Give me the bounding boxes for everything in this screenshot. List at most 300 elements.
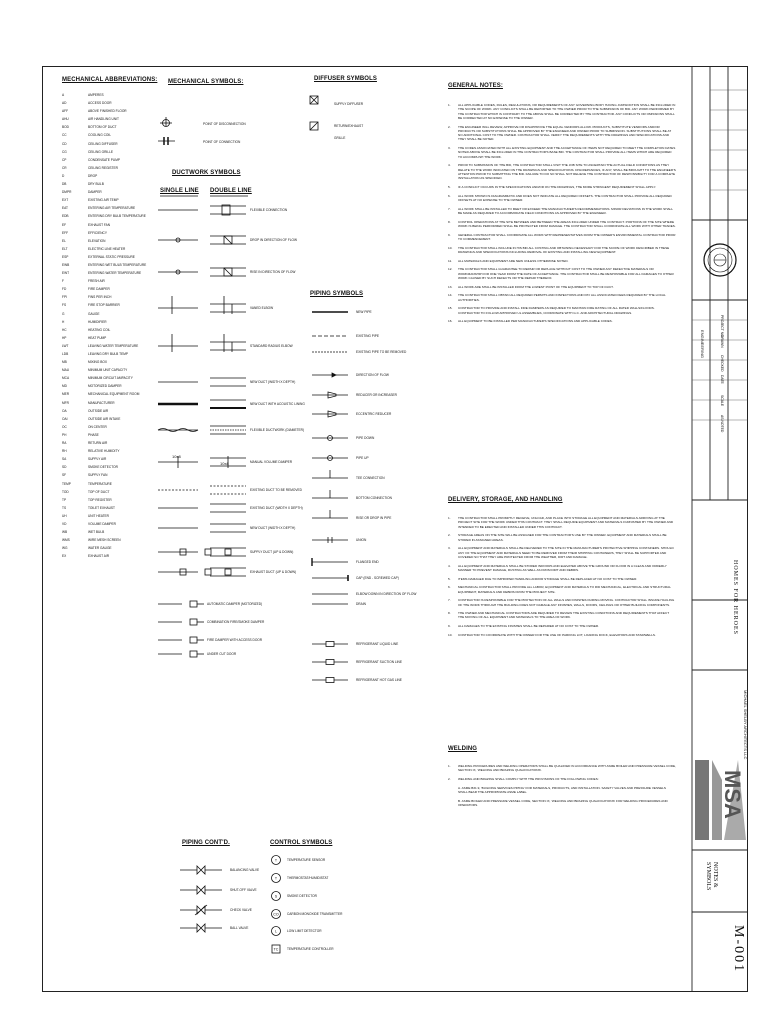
- duct-symbol-label: NEW DUCT WITH ACOUSTIC LINING: [250, 402, 305, 406]
- engineer-seal: [704, 244, 736, 276]
- note-number: 5.: [448, 185, 451, 190]
- duct-symbol: [158, 296, 246, 314]
- note-text: THE CONTRACTOR SHALL INCLUDE IN HIS BID ALL COSTING AND OBTAINING NECESSARY FOR THE SCOPE OF WORK DESCRIBED IN THESE DRAWINGS AND SPECIFICATIONS INCLUDING REMOVAL OF EXISTING AND INSTALLING NEW EQUIPMENT.: [458, 245, 670, 254]
- abbreviation-meaning: ENTERING AIR TEMPERATURE: [88, 206, 136, 211]
- abbreviation-meaning: AIR HANDLING UNIT: [88, 117, 119, 122]
- abbreviation-code: ESP: [62, 254, 69, 259]
- pipe-symbol-label: RISE OR DROP IN PIPE: [356, 516, 392, 520]
- abbreviation-code: WMS: [62, 538, 70, 543]
- valve-symbol: [180, 924, 222, 932]
- note-text: ALL WORK SHOWN IS DIAGRAMMATIC AND DOES NOT INDICATE ALL REQUIRED OFFSETS. THE CONTRACTOR SHALL PROVIDE ALL REQUIRED OFFSETS AT NO EXPENSE TO THE OWNER.: [458, 193, 672, 202]
- abbreviation-code: EWB: [62, 262, 70, 267]
- valve-symbol-label: BALANCING VALVE: [230, 868, 260, 872]
- abbreviation-code: ELT: [62, 246, 68, 251]
- pipe-symbol-label: TEE CONNECTION: [356, 476, 385, 480]
- abbreviation-meaning: WET BULB: [88, 530, 105, 535]
- abbreviation-code: UH: [62, 513, 67, 518]
- welding-title: WELDING: [448, 746, 478, 752]
- note-text: ALL WORK ARE SHALL BE INSTALLED FROM THE LOWEST POINT OF THE EQUIPMENT TO TOP OF DUCT.: [458, 284, 614, 289]
- note-text: CONTRACTOR TO PROVIDE AND INSTALL FIRE DAMPERS AS REQUIRED TO MAINTAIN FIRE RATING OF ALL RATED WALLS/FLOORS. CONTRACTOR TO FOLLOW APPROVED UL ASSEMBLIES, COORDINATE WITH G.C. AND ARCHITECTURAL DRAWINGS.: [458, 306, 655, 315]
- note-text: B. ASME BOILER AND PRESSURE VESSEL CODE, SECTION IX, 'WELDING AND BRAZING QUALIFICATIONS' FOR WELDING PROCEDURES AND OPERATORS.: [458, 798, 668, 807]
- abbreviation-code: FPI: [62, 295, 67, 300]
- pipe-symbol-label: REFRIGERANT LIQUID LINE: [356, 642, 399, 646]
- duct-symbol: [158, 548, 246, 556]
- abbreviation-meaning: ON CENTER: [88, 424, 107, 429]
- abbreviation-code: D: [62, 173, 65, 178]
- ductwork-symbols-title: DUCTWORK SYMBOLS: [172, 170, 241, 176]
- pipe-symbol: [312, 660, 348, 665]
- abbreviation-meaning: DROP: [88, 173, 98, 178]
- abbreviation-meaning: EXHAUST FAN: [88, 222, 111, 227]
- abbreviation-meaning: EXHAUST AIR: [88, 554, 110, 559]
- control-symbol: [272, 892, 281, 901]
- duct-symbol-label: MANUAL VOLUME DAMPER: [250, 460, 293, 464]
- pipe-symbol-label: UNION: [356, 538, 367, 542]
- abbreviation-meaning: FRESH AIR: [88, 279, 105, 284]
- diffuser-symbols-title: DIFFUSER SYMBOLS: [314, 76, 377, 82]
- point-of-connection-symbol: [158, 137, 175, 145]
- pipe-symbol-label: ECCENTRIC REDUCER: [356, 412, 392, 416]
- note-number: 1.: [448, 516, 451, 520]
- abbreviation-code: AFF: [62, 109, 69, 114]
- duct-dimension-label: 10x8: [172, 454, 181, 459]
- control-symbol: [272, 927, 281, 936]
- duct-symbol: [158, 504, 246, 512]
- abbreviation-code: LWT: [62, 343, 69, 348]
- abbreviation-meaning: MOTORIZED DAMPER: [88, 384, 122, 389]
- note-number: 2.: [448, 776, 451, 781]
- control-symbol-label: TEMPERATURE SENSOR: [287, 858, 326, 862]
- abbreviation-code: LDB: [62, 352, 69, 356]
- abbreviation-code: EL: [62, 238, 66, 243]
- duct-symbol: [158, 334, 246, 352]
- abbreviation-meaning: CEILING GRILLE: [88, 149, 113, 154]
- note-text: ALL EQUIPMENT AND MATERIALS SHALL BE DELIVERED TO THE SITE IN THE MANUFACTURER'S PROTECTIVE SHIPPING CONTAINERS. SHOULD ANY OF THE EQUIPMENT AND MATERIALS NEED TO BE REMOVED FROM THEIR SHIPPING CONTAINERS, THEY SHALL BE SUPPORTED AND COVERED SO THAT THEY ARE PROTECTED FROM THE WEATHER, DIRT AND DAMAGE.: [458, 546, 674, 559]
- note-text: GENERAL CONTRACTOR SHALL COORDINATE ALL WORK WITH REPRESENTATIVES FROM THE OWNER'S ENVIRONMENTAL CONTRACTOR PRIOR TO COMMENCEMENT.: [458, 232, 676, 241]
- abbreviation-code: SD: [62, 465, 67, 470]
- abbreviation-meaning: VOLUME DAMPER: [88, 521, 116, 526]
- pipe-symbol-label: FLANGED END: [356, 560, 379, 564]
- point-of-disconnection-symbol: [160, 117, 172, 127]
- abbreviation-code: RA: [62, 441, 67, 446]
- duct-symbol: [158, 619, 204, 625]
- duct-symbol-label: NEW DUCT (WIDTH X DEPTH): [250, 380, 296, 384]
- pipe-symbol: [312, 575, 348, 581]
- abbreviation-meaning: OUTSIDE AIR INTAKE: [88, 416, 121, 421]
- duct-symbol: [158, 378, 246, 386]
- note-number: 7.: [448, 598, 451, 603]
- duct-symbol-label: RISE IN DIRECTION OF FLOW: [250, 270, 296, 274]
- abbreviation-code: OC: [62, 424, 67, 429]
- abbreviation-meaning: ELEVATION: [88, 238, 106, 243]
- duct-symbol-label: VANED ELBOW: [250, 306, 274, 310]
- abbreviation-meaning: BOTTOM OF DUCT: [88, 125, 117, 130]
- abbreviation-meaning: RETURN AIR: [88, 441, 108, 446]
- abbreviation-meaning: TOILET EXHAUST: [88, 505, 115, 510]
- note-text: WELDING AND BRAZING SHALL COMPLY WITH THE PROVISIONS OF THE FOLLOWING CODES:: [458, 776, 599, 781]
- abbreviation-meaning: SUPPLY AIR: [88, 457, 107, 462]
- pipe-symbol: [312, 510, 348, 518]
- duct-symbol-label: FLEXIBLE DUCTWORK (DIAMETER): [250, 428, 305, 432]
- note-number: 10.: [448, 245, 453, 250]
- title-block-field: AS NOTED: [720, 415, 724, 433]
- note-text: CONTRACTOR TO COORDINATE WITH THE OWNER FOR THE USE OF PARKING LOT, LOADING DOCK, ELEVATORS AND STAIRWELLS.: [458, 632, 656, 637]
- duct-symbol: [158, 236, 246, 244]
- pipe-symbol: [312, 373, 348, 377]
- firm-logo-text: MSA: [720, 770, 745, 819]
- title-block-field: SCALE: [720, 395, 724, 407]
- abbreviation-code: MCA: [62, 376, 70, 381]
- note-text: ITEMS DAMAGED DUE TO IMPROPER HANDLING AND/OR STORAGE SHALL BE REPLACED AT NO COST TO THE OWNER.: [458, 576, 638, 581]
- note-text: ALL EQUIPMENT AND MATERIALS SHALL BE STORED INDOORS AND ELEVATED ABOVE THE GROUND OR FLOOR IN A CLEAN AND ORDERLY MANNER TO PREVENT DAMAGE, RUSTING AS WELL AS FROM DIRT AND DEBRIS.: [458, 563, 667, 572]
- duct-symbol: [158, 486, 246, 494]
- delivery-title: DELIVERY, STORAGE, AND HANDLING: [448, 497, 563, 503]
- pipe-symbol-label: CAP (END - SCREWED CAP): [356, 576, 399, 580]
- abbreviation-meaning: ACCESS DOOR: [88, 101, 112, 106]
- control-glyph: T: [274, 858, 278, 863]
- abbreviation-code: CG: [62, 149, 67, 154]
- note-text: THE CODES ASSOCIATED WITH ALL EXISTING EQUIPMENT AND THE ACCEPTANCE OF ITEMS NOT REQUIRED TO MEET THE COMPLETION DATES NOTED ABOVE SHALL BE INCLUDED IN THE CONTRACTOR'S BASE BID. THE CONTRACTOR SHALL PROVIDE ALL ITEMS WHICH ARE REQUIRED TO ACCOMPLISH THE WORK.: [458, 146, 676, 159]
- return-grille-symbol: [310, 122, 318, 130]
- valve-symbol: [180, 886, 222, 894]
- abbreviation-code: A: [62, 93, 65, 97]
- abbreviation-code: MER: [62, 392, 70, 397]
- project-name: HOMES FOR HEROES: [732, 560, 738, 636]
- abbreviation-meaning: MIXING BOX: [88, 360, 107, 365]
- abbreviation-code: H: [62, 319, 65, 324]
- pipe-symbol: [312, 436, 348, 441]
- abbreviation-code: CD: [62, 141, 67, 146]
- note-number: 4.: [448, 563, 451, 568]
- control-symbol: [272, 856, 281, 865]
- abbreviation-code: EWT: [62, 271, 70, 276]
- piping-symbols-title: PIPING SYMBOLS: [310, 291, 364, 297]
- abbreviation-code: SF: [62, 473, 67, 478]
- note-number: 4.: [448, 163, 451, 168]
- control-symbol-label: LOW LIMIT DETECTOR: [287, 929, 322, 933]
- abbreviation-code: TEMP: [62, 481, 71, 486]
- title-block-field: CHECKED: [720, 355, 724, 372]
- note-text: STORAGE AREAS ON THE SITE WILL BE ASSIGNED FOR THE CONTRACTOR'S USE BY THE OWNER. EQUIPMENT AND MATERIALS SHALL BE STORED IN ASSIGNED AREAS.: [458, 533, 667, 542]
- abbreviation-meaning: FINS PER INCH: [88, 295, 112, 300]
- diffuser-symbol-label: GRILLE: [334, 136, 346, 140]
- note-number: 10.: [448, 632, 453, 637]
- valve-symbol: [180, 905, 222, 915]
- duct-symbol-label: AUTOMATIC DAMPER (MOTORIZED): [207, 602, 263, 606]
- control-symbol-label: SMOKE DETECTOR: [287, 894, 317, 898]
- abbreviation-code: EX: [62, 554, 67, 559]
- note-number: 12.: [448, 267, 453, 272]
- engineer-name: ENGINEERING: [700, 330, 705, 359]
- note-number: 1.: [448, 103, 451, 107]
- abbreviation-meaning: CEILING DIFFUSER: [88, 141, 118, 146]
- duct-symbol: [158, 400, 246, 408]
- abbreviation-meaning: LEAVING WATER TEMPERATURE: [88, 343, 139, 348]
- abbreviation-meaning: SMOKE DETECTOR: [88, 465, 118, 470]
- abbreviation-code: F: [62, 279, 64, 284]
- abbreviation-meaning: FIRE DAMPER: [88, 287, 110, 292]
- note-text: THE ENGINEER WILL REVIEW, APPROVE OR DISAPPROVE THE EQUAL VENDORS ALLOW. PRODUCTS, SUBSTITUTE VENDORS AND/OR PRODUCTS OR SUBSTITUTIONS SHALL BE APPROVED BY THE ENGINEER AND OWNER PRIOR TO SUBMISSION. SUBSTITUTIONS SHALL BE AT NO ADDITIONAL COST TO THE OWNER. CONTRACTOR SHALL VERIFY THE REQUIREMENTS WITH THE DRAWINGS AND SPECIFICATIONS AND THEY SHALL BE NOTED.: [458, 124, 672, 142]
- pipe-symbol: [312, 456, 348, 461]
- control-symbol: [272, 945, 280, 953]
- abbreviations-title: MECHANICAL ABBREVIATIONS:: [62, 77, 158, 83]
- abbreviation-meaning: MECHANICAL EQUIPMENT ROOM: [88, 392, 140, 397]
- abbreviation-code: CP: [62, 157, 67, 162]
- abbreviation-meaning: DRY BULB: [88, 182, 104, 187]
- abbreviation-meaning: TOP REGISTER: [88, 497, 112, 502]
- abbreviation-code: SA: [62, 457, 67, 462]
- control-glyph: CO: [273, 912, 279, 917]
- abbreviation-code: TOD: [62, 489, 69, 494]
- duct-symbol-label: EXISTING DUCT TO BE REMOVED: [250, 488, 302, 492]
- abbreviation-meaning: CONDENSATE PUMP: [88, 157, 120, 162]
- abbreviation-code: FS: [62, 303, 67, 308]
- pipe-symbol: [312, 537, 348, 543]
- abbreviation-code: MFR: [62, 400, 69, 405]
- pipe-symbol-label: REDUCER OR INCREASER: [356, 393, 397, 397]
- abbreviation-meaning: TOP OF DUCT: [88, 489, 110, 494]
- note-text: THE OWNER AND MECHANICAL CONTRACTORS ARE REQUIRED TO REVIEW THE EXISTING CONDITIONS AND REQUIREMENTS THAT AFFECT THE MOVING OF ALL EQUIPMENT AND MATERIALS TO THE AREA OF WORK.: [458, 611, 670, 620]
- duct-symbol: [158, 637, 204, 643]
- duct-symbol: [158, 601, 204, 607]
- pipe-symbol: [312, 678, 348, 683]
- note-text: WELDING PROCEDURES AND WELDING OPERATORS SHALL BE QUALIFIED IN ACCORDANCE WITH ASME BOILER AND PRESSURE VESSEL CODE, SECTION IX, 'WELDING AND BRAZING QUALIFICATIONS'.: [458, 764, 676, 773]
- control-glyph: L: [275, 929, 277, 934]
- note-number: 2.: [448, 124, 451, 129]
- duct-symbol: [158, 524, 246, 532]
- note-number: 3.: [448, 546, 451, 551]
- control-symbol: [272, 874, 281, 883]
- abbreviation-code: TP: [62, 497, 67, 502]
- abbreviation-code: WG: [62, 546, 68, 551]
- note-text: ALL EQUIPMENT TO BE INSTALLED PER MANUFACTURER'S SPECIFICATIONS AND APPLICABLE CODES.: [458, 319, 613, 324]
- control-symbol-label: CARBON MONOXIDE TRANSMITTER: [287, 912, 343, 916]
- abbreviation-meaning: HUMIDIFIER: [88, 319, 107, 324]
- abbreviation-meaning: MANUFACTURER: [88, 400, 115, 405]
- note-number: 9.: [448, 624, 451, 629]
- abbreviation-code: AD: [62, 101, 67, 106]
- pipe-symbol-label: BOTTOM CONNECTION: [356, 496, 392, 500]
- abbreviation-code: OAI: [62, 416, 68, 421]
- note-text: THE CONTRACTOR SHALL PROMPTLY RECEIVE, UNLOAD, AND PLACE INTO STORAGE ALL EQUIPMENT AND MATERIALS ARRIVING AT THE PROJECT SITE FOR THE WORK UNDER THIS CONTRACT. THEY SHALL REQUIRE EQUIPMENT AND MATERIALS FURNISHED BY THE OWNER AND INTENDED TO BE ERECTED AND INSTALLED UNDER THIS CONTRACT.: [458, 516, 674, 529]
- control-glyph: T: [274, 876, 278, 881]
- control-symbol-label: THERMOSTAT/HUMIDISTAT: [287, 876, 329, 880]
- pipe-symbol-label: DRAIN: [356, 602, 366, 606]
- note-text: ALL APPLICABLE CODES, RULES, REGULATIONS, OR REQUIREMENTS OF ANY GOVERNING BODY HAVING JURISDICTION SHALL BE INCLUDED IN THE SCOPE OF WORK. ANY CONFLICTS SHALL BE REPORTED TO THE OWNER PRIOR TO THE SUBMISSION OF BID. ANY WORK PERFORMED BY THE CONTRACTOR WHICH IS CONTRARY TO THE ABOVE SHALL BE CORRECTED BY THE CONTRACTOR. ANY CONFLICTS OR OMISSIONS SHALL BE CORRECTED AT NO EXPENSE TO THE OWNER.: [458, 103, 676, 120]
- abbreviation-meaning: ENTERING WATER TEMPERATURE: [88, 271, 142, 276]
- note-number: 3.: [448, 146, 451, 151]
- abbreviation-code: HC: [62, 327, 67, 332]
- diffuser-symbol-label: SUPPLY DIFFUSER: [334, 102, 364, 106]
- pipe-symbol-label: EXISTING PIPE TO BE REMOVED: [356, 350, 407, 354]
- abbreviation-meaning: HEAT PUMP: [88, 335, 107, 340]
- note-text: A. ASME B31.9, 'BUILDING SERVICES PIPING' FOR MATERIALS, PRODUCTS, AND INSTALLATION. SAFETY VALVES AND PRESSURE VESSELS SHALL BEAR THE APPROPRIATE ASME LABEL.: [458, 785, 666, 794]
- note-number: 5.: [448, 576, 451, 581]
- control-symbol: [272, 910, 281, 919]
- abbreviation-meaning: ABOVE FINISHED FLOOR: [88, 109, 127, 114]
- mechanical-symbols-title: MECHANICAL SYMBOLS:: [168, 79, 244, 85]
- abbreviation-meaning: EFFICIENCY: [88, 230, 107, 235]
- double-line-heading: DOUBLE LINE: [210, 188, 252, 194]
- pipe-symbol: [312, 558, 348, 566]
- pipe-symbol: [312, 642, 348, 647]
- abbreviation-code: G: [62, 311, 65, 316]
- pipe-symbol-label: PIPE DOWN: [356, 436, 375, 440]
- note-number: 2.: [448, 533, 451, 538]
- duct-symbol: [158, 568, 246, 576]
- abbreviation-code: PH: [62, 432, 67, 437]
- abbreviation-code: EAT: [62, 206, 68, 211]
- valve-symbol-label: BALL VALVE: [230, 926, 249, 930]
- pipe-symbol: [312, 490, 348, 498]
- control-symbol-label: TEMPERATURE CONTROLLER: [287, 947, 334, 951]
- duct-symbol: [158, 426, 246, 434]
- title-block-field: DATE: [720, 375, 724, 384]
- duct-dimension-label: 10x8: [220, 461, 229, 466]
- pipe-symbol: [312, 411, 348, 417]
- note-number: 6.: [448, 585, 451, 590]
- pipe-symbol-label: REFRIGERANT HOT GAS LINE: [356, 678, 402, 682]
- abbreviation-code: OA: [62, 408, 67, 413]
- duct-symbol: [158, 456, 246, 468]
- abbreviation-code: EDB: [62, 214, 69, 219]
- mech-symbol-label: POINT OF DISCONNECTION: [203, 122, 246, 126]
- abbreviation-meaning: EXTERNAL STATIC PRESSURE: [88, 254, 135, 259]
- note-text: MECHANICAL CONTRACTOR SHALL PROVIDE ALL LABOR, EQUIPMENT AND MATERIALS TO RID MECHANICAL, ELECTRICAL AND STRUCTURAL EQUIPMENT, MATERIALS AND DEBRIS FROM THE PROJECT SITE.: [458, 585, 671, 594]
- abbreviation-code: MD: [62, 384, 67, 389]
- duct-symbol-label: STANDARD RADIUS ELBOW: [250, 344, 293, 348]
- abbreviation-meaning: LEAVING DRY BULB TEMP: [88, 352, 128, 356]
- pipe-symbol-label: DIRECTION OF FLOW: [356, 373, 389, 377]
- note-text: PRIOR TO SUBMISSION OF THE BID, THE CONTRACTOR SHALL VISIT THE JOB SITE TO ASCERTAIN THE ACTUAL FIELD CONDITIONS AS THEY RELATE TO THE WORK INDICATED ON THE DRAWINGS AND SPECIFICATIONS. DISCREPANCIES, IF ANY, SHALL BE BROUGHT TO THE ENGINEER'S ATTENTION PRIOR TO SUBMITTING THE BID. FAILURE TO DO SO SHALL NOT RELIEVE THE CONTRACTOR OF RESPONSIBILITY FOR A COMPLETE INSTALLATION AS SPECIFIED.: [458, 163, 676, 181]
- abbreviation-meaning: TEMPERATURE: [88, 481, 112, 486]
- note-number: 11.: [448, 258, 453, 263]
- pipe-symbol-label: REFRIGERANT SUCTION LINE: [356, 660, 402, 664]
- note-number: 1.: [448, 764, 451, 768]
- abbreviation-meaning: MINIMUM UNIT CAPACITY: [88, 368, 128, 373]
- abbreviation-code: TS: [62, 505, 67, 510]
- note-number: 6.: [448, 193, 451, 198]
- general-notes-title: GENERAL NOTES:: [448, 83, 503, 89]
- piping-contd-title: PIPING CONT'D.: [182, 840, 230, 846]
- abbreviation-code: WB: [62, 530, 68, 535]
- abbreviation-code: RH: [62, 449, 67, 454]
- abbreviation-meaning: UNIT HEATER: [88, 513, 109, 518]
- title-block-field: DRAWN: [720, 335, 724, 348]
- note-text: ALL DAMAGES TO THE EXISTING FINISHES SHALL BE REPAIRED AT NO COST TO THE OWNER.: [458, 624, 600, 629]
- note-number: 16.: [448, 319, 453, 324]
- note-number: 9.: [448, 232, 451, 237]
- title-block-lines: [692, 66, 748, 992]
- duct-symbol: [158, 651, 204, 657]
- abbreviation-code: CR: [62, 165, 67, 170]
- abbreviation-meaning: ENTERING DRY BULB TEMPERATURE: [88, 214, 146, 219]
- abbreviation-code: CC: [62, 133, 67, 138]
- abbreviation-meaning: RELATIVE HUMIDITY: [88, 449, 120, 454]
- sheet-title-line1: NOTES &: [712, 862, 718, 888]
- abbreviation-code: MAU: [62, 368, 70, 373]
- abbreviation-code: DB: [62, 182, 67, 187]
- sheet-number: M-001: [731, 925, 746, 974]
- single-line-heading: SINGLE LINE: [160, 188, 199, 194]
- duct-symbol-label: NEW DUCT (WIDTH X DEPTH): [250, 526, 296, 530]
- abbreviation-code: AHU: [62, 117, 69, 122]
- duct-symbol: [158, 205, 246, 215]
- duct-symbol-label: UNDER CUT DOOR: [207, 652, 237, 656]
- sheet-title-line2: SYMBOLS: [705, 862, 711, 891]
- abbreviation-code: EXT: [62, 198, 69, 203]
- abbreviation-code: EF: [62, 222, 67, 227]
- duct-symbol-label: FLEXIBLE CONNECTION: [250, 208, 288, 212]
- duct-symbol-label: FIRE DAMPER WITH ACCESS DOOR: [207, 638, 263, 642]
- valve-symbol-label: SHUT-OFF VALVE: [230, 888, 257, 892]
- control-glyph: TC: [273, 947, 279, 952]
- duct-symbol-label: EXHAUST DUCT (UP & DOWN): [250, 570, 297, 574]
- abbreviation-meaning: ENTERING WET BULB TEMPERATURE: [88, 262, 147, 267]
- valve-symbol: [180, 866, 222, 874]
- abbreviation-meaning: CEILING REGISTER: [88, 165, 118, 170]
- abbreviation-code: MB: [62, 360, 67, 365]
- abbreviation-meaning: OUTSIDE AIR: [88, 408, 109, 413]
- abbreviation-meaning: FIRE STOP BARRIER: [88, 303, 120, 308]
- note-number: 14.: [448, 293, 453, 298]
- abbreviation-meaning: AMPERES: [88, 93, 104, 97]
- diffuser-symbol-label: RETURN/EXHAUST: [334, 124, 364, 128]
- abbreviation-meaning: EXISTING AIR TEMP: [88, 198, 119, 203]
- pipe-symbol: [312, 470, 348, 478]
- abbreviation-meaning: HEATING COIL: [88, 327, 111, 332]
- note-number: 8.: [448, 611, 451, 616]
- duct-symbol-label: DROP IN DIRECTION OF FLOW: [250, 238, 298, 242]
- duct-symbol-label: COMBINATION FIRE/SMOKE DAMPER: [207, 620, 265, 624]
- note-text: ALL MATERIALS AND EQUIPMENT ARE NEW UNLESS OTHERWISE NOTED.: [458, 258, 569, 263]
- pipe-symbol-label: EXISTING PIPE: [356, 334, 380, 338]
- abbreviation-meaning: GAUGE: [88, 311, 100, 316]
- abbreviation-code: BOD: [62, 125, 69, 130]
- pipe-symbol: [312, 392, 348, 398]
- pipe-symbol-label: PIPE UP: [356, 456, 369, 460]
- note-text: IF A CONFLICT OCCURS IN THE SPECIFICATIONS AND/OR ON THE DRAWINGS, THE MORE STRINGENT REQUIREMENT SHALL APPLY.: [458, 185, 656, 190]
- abbreviation-code: HP: [62, 335, 67, 340]
- abbreviation-code: DMPR: [62, 190, 72, 195]
- note-text: THE CONTRACTOR SHALL OBTAIN ALL REQUIRED PERMITS AND INSPECTIONS AND PAY ALL ASSOCIATED FEES REQUIRED BY THE LOCAL AUTHORITIES.: [458, 293, 666, 302]
- title-block-field: PROJECT NO.: [720, 315, 724, 338]
- note-text: CONTRACTOR IS RESPONSIBLE FOR THE PROTECTION OF ALL WALLS AND FINISHES DURING MOVING. CONTRACTOR SHALL INSURE HAULING OF THE WORK THROUGH THE BUILDING DOES NOT DAMAGE ANY FINISHES, WALLS, DOORS, CEILINGS OR OTHER BUILDING COMPONENTS.: [458, 598, 675, 607]
- note-number: 15.: [448, 306, 453, 311]
- note-text: ALL WORK SHALL BE INSTALLED TO MEET OR EXCEED THE MANUFACTURER'S RECOMMENDATIONS. MINOR DEVIATIONS IN THE WORK SHALL BE MADE AS REQUIRED TO ACCOMMODATE FIELD CONDITIONS AS APPROVED BY THE ENGINEER.: [458, 206, 673, 215]
- duct-symbol-label: EXISTING DUCT (WIDTH X DEPTH): [250, 506, 303, 510]
- abbreviation-meaning: MINIMUM CIRCUIT AMPACITY: [88, 376, 133, 381]
- abbreviation-code: FD: [62, 287, 67, 292]
- mech-symbol-label: POINT OF CONNECTION: [203, 140, 241, 144]
- abbreviation-meaning: PHASE: [88, 432, 99, 437]
- abbreviation-meaning: DAMPER: [88, 190, 102, 195]
- note-text: THE CONTRACTOR SHALL GUARANTEE TO REPAIR OR REPLACE WITHOUT COST TO THE OWNER ANY DEFECTIVE MATERIALS OR WORKMANSHIP FOR ONE YEAR FROM THE DATE OF ACCEPTANCE. THE CONTRACTOR SHALL BE RESPONSIBLE FOR ALL DAMAGES TO OTHER WORK CAUSED BY SUCH DEFECTS OR THE REPAIR THEREOF.: [458, 267, 674, 280]
- abbreviation-meaning: SUPPLY FAN: [88, 473, 108, 478]
- pipe-symbol-label: ELBOW DOWN IN DIRECTION OF FLOW: [356, 592, 417, 596]
- pipe-symbol-label: NEW PIPE: [356, 310, 372, 314]
- note-number: 13.: [448, 284, 453, 289]
- duct-symbol-label: SUPPLY DUCT (UP & DOWN): [250, 550, 294, 554]
- supply-diffuser-symbol: [310, 96, 318, 104]
- duct-symbol: [158, 268, 246, 276]
- note-number: 8.: [448, 219, 451, 224]
- valve-symbol-label: CHECK VALVE: [230, 908, 252, 912]
- abbreviation-meaning: WIRE MESH SCREEN: [88, 538, 121, 543]
- abbreviation-meaning: ELECTRIC LINE HEATER: [88, 246, 126, 251]
- note-number: 7.: [448, 206, 451, 211]
- abbreviation-meaning: WATER GAUGE: [88, 546, 112, 551]
